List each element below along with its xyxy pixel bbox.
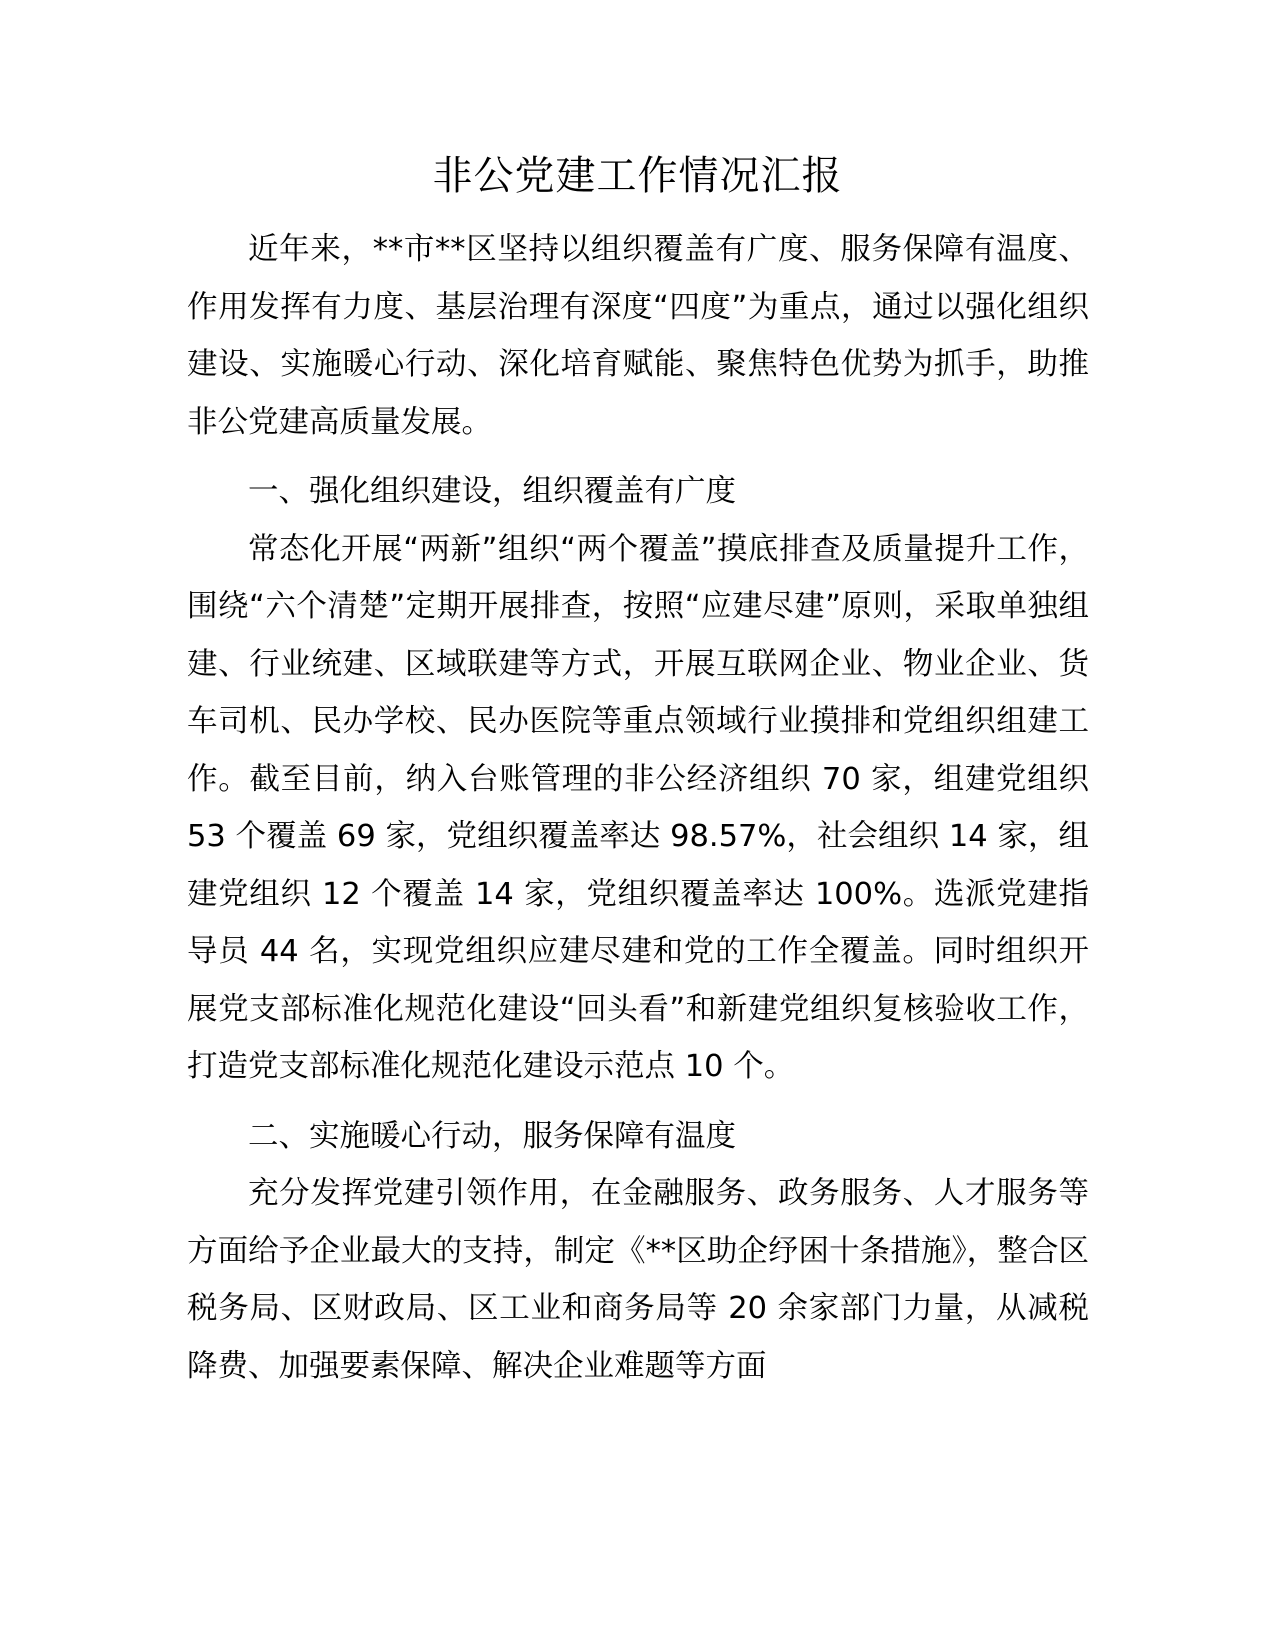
section-2-paragraph: 充分发挥党建引领作用，在金融服务、政务服务、人才服务等方面给予企业最大的支持，制定《**区助企纾困十条措施》，整合区税务局、区财政局、区工业和商务局等 20 余家部门力量，从减税降费、加强要素保障、解决企业难题等方面	[187, 1176, 1089, 1384]
section-1-paragraph: 常态化开展“两新”组织“两个覆盖”摸底排查及质量提升工作，围绕“六个清楚”定期开展排查，按照“应建尽建”原则，采取单独组建、行业统建、区域联建等方式，开展互联网企业、物业企业、货车司机、民办学校、民办医院等重点领域行业摸排和党组织组建工作。截至目前，纳入台账管理的非公经济组织 70 家，组建党组织 53 个覆盖 69 家，党组织覆盖率达 98.57%，社会组织 14 家，组建党组织 12 个覆盖 14 家，党组织覆盖率达 100%。选派党建指导员 44 名，实现党组织应建尽建和党的工作全覆盖。同时组织开展党支部标准化规范化建设“回头看”和新建党组织复核验收工作，打造党支部标准化规范化建设示范点 10 个。	[187, 531, 1089, 1084]
section-2-heading: 二、实施暖心行动，服务保障有温度	[248, 1118, 736, 1154]
intro-paragraph: 近年来，**市**区坚持以组织覆盖有广度、服务保障有温度、作用发挥有力度、基层治理有深度“四度”为重点，通过以强化组织建设、实施暖心行动、深化培育赋能、聚焦特色优势为抓手，助推非公党建高质量发展。	[187, 232, 1089, 440]
document-title: 非公党建工作情况汇报	[432, 153, 843, 199]
section-1-heading: 一、强化组织建设，组织覆盖有广度	[248, 474, 736, 509]
document-body	[187, 221, 1089, 1395]
